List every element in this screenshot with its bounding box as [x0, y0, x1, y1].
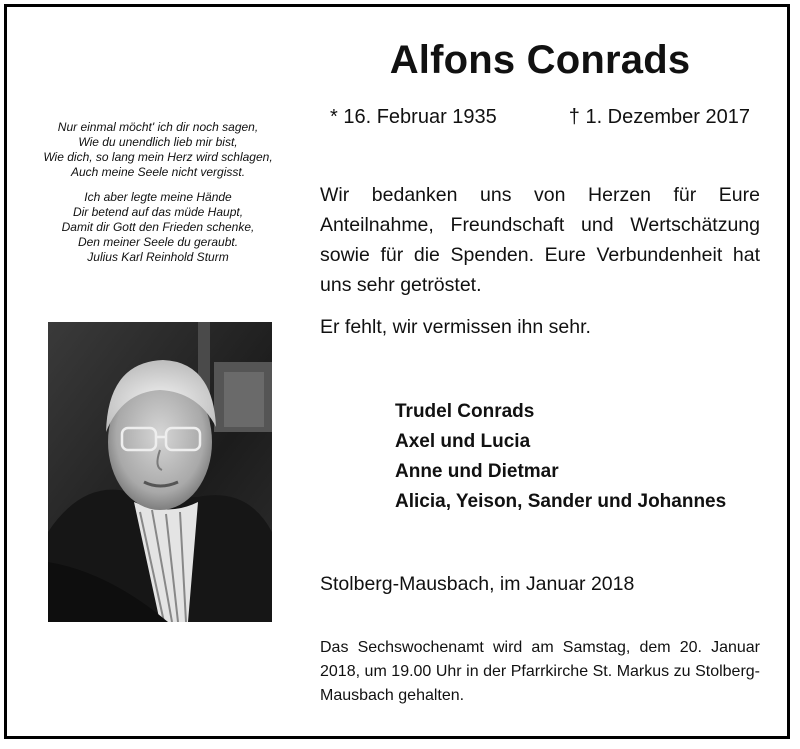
poem-line: Ich aber legte meine Hände [84, 190, 232, 204]
portrait-photo [48, 322, 272, 622]
poem-line: Den meiner Seele du geraubt. [77, 235, 239, 249]
poem-line: Nur einmal möcht' ich dir noch sagen, [57, 120, 259, 134]
family-signatures [395, 397, 765, 517]
family-member: Axel und Lucia [395, 431, 531, 452]
birth-date: * 16. Februar 1935 [330, 106, 497, 128]
poem-line: Wie du unendlich lieb mir bist, [78, 135, 238, 149]
thanks-paragraph: Er fehlt, wir vermissen ihn sehr. [320, 316, 591, 338]
poem-line: Wie dich, so lang mein Herz wird schlagen, [43, 150, 273, 164]
thank-you-text [320, 180, 760, 342]
poem-stanza-2 [10, 190, 306, 265]
poem-line: Damit dir Gott den Frieden schenke, [61, 220, 255, 234]
poem-author: Julius Karl Reinhold Sturm [87, 250, 229, 264]
family-member: Anne und Dietmar [395, 461, 559, 482]
death-date: † 1. Dezember 2017 [568, 106, 750, 128]
poem-line: Dir betend auf das müde Haupt, [72, 205, 244, 219]
poem-line: Auch meine Seele nicht vergisst. [70, 165, 246, 179]
life-dates [330, 106, 750, 129]
memorial-poem [10, 120, 306, 275]
thanks-paragraph: Wir bedanken uns von Herzen für Eure Anteilnahme, Freundschaft und Wertschätzung sowie für die Spenden. Eure Verbundenheit hat uns sehr getröstet. [320, 184, 760, 296]
deceased-name: Alfons Conrads [389, 38, 691, 82]
poem-stanza-1 [10, 120, 306, 180]
family-member: Alicia, Yeison, Sander und Johannes [395, 491, 727, 512]
place-and-date: Stolberg-Mausbach, im Januar 2018 [320, 573, 635, 595]
portrait-image [48, 322, 272, 622]
service-announcement: Das Sechswochenamt wird am Samstag, dem 20. Januar 2018, um 19.00 Uhr in der Pfarrkirche St. Markus zu Stolberg-Mausbach gehalten. [320, 639, 760, 704]
family-member: Trudel Conrads [395, 401, 535, 422]
